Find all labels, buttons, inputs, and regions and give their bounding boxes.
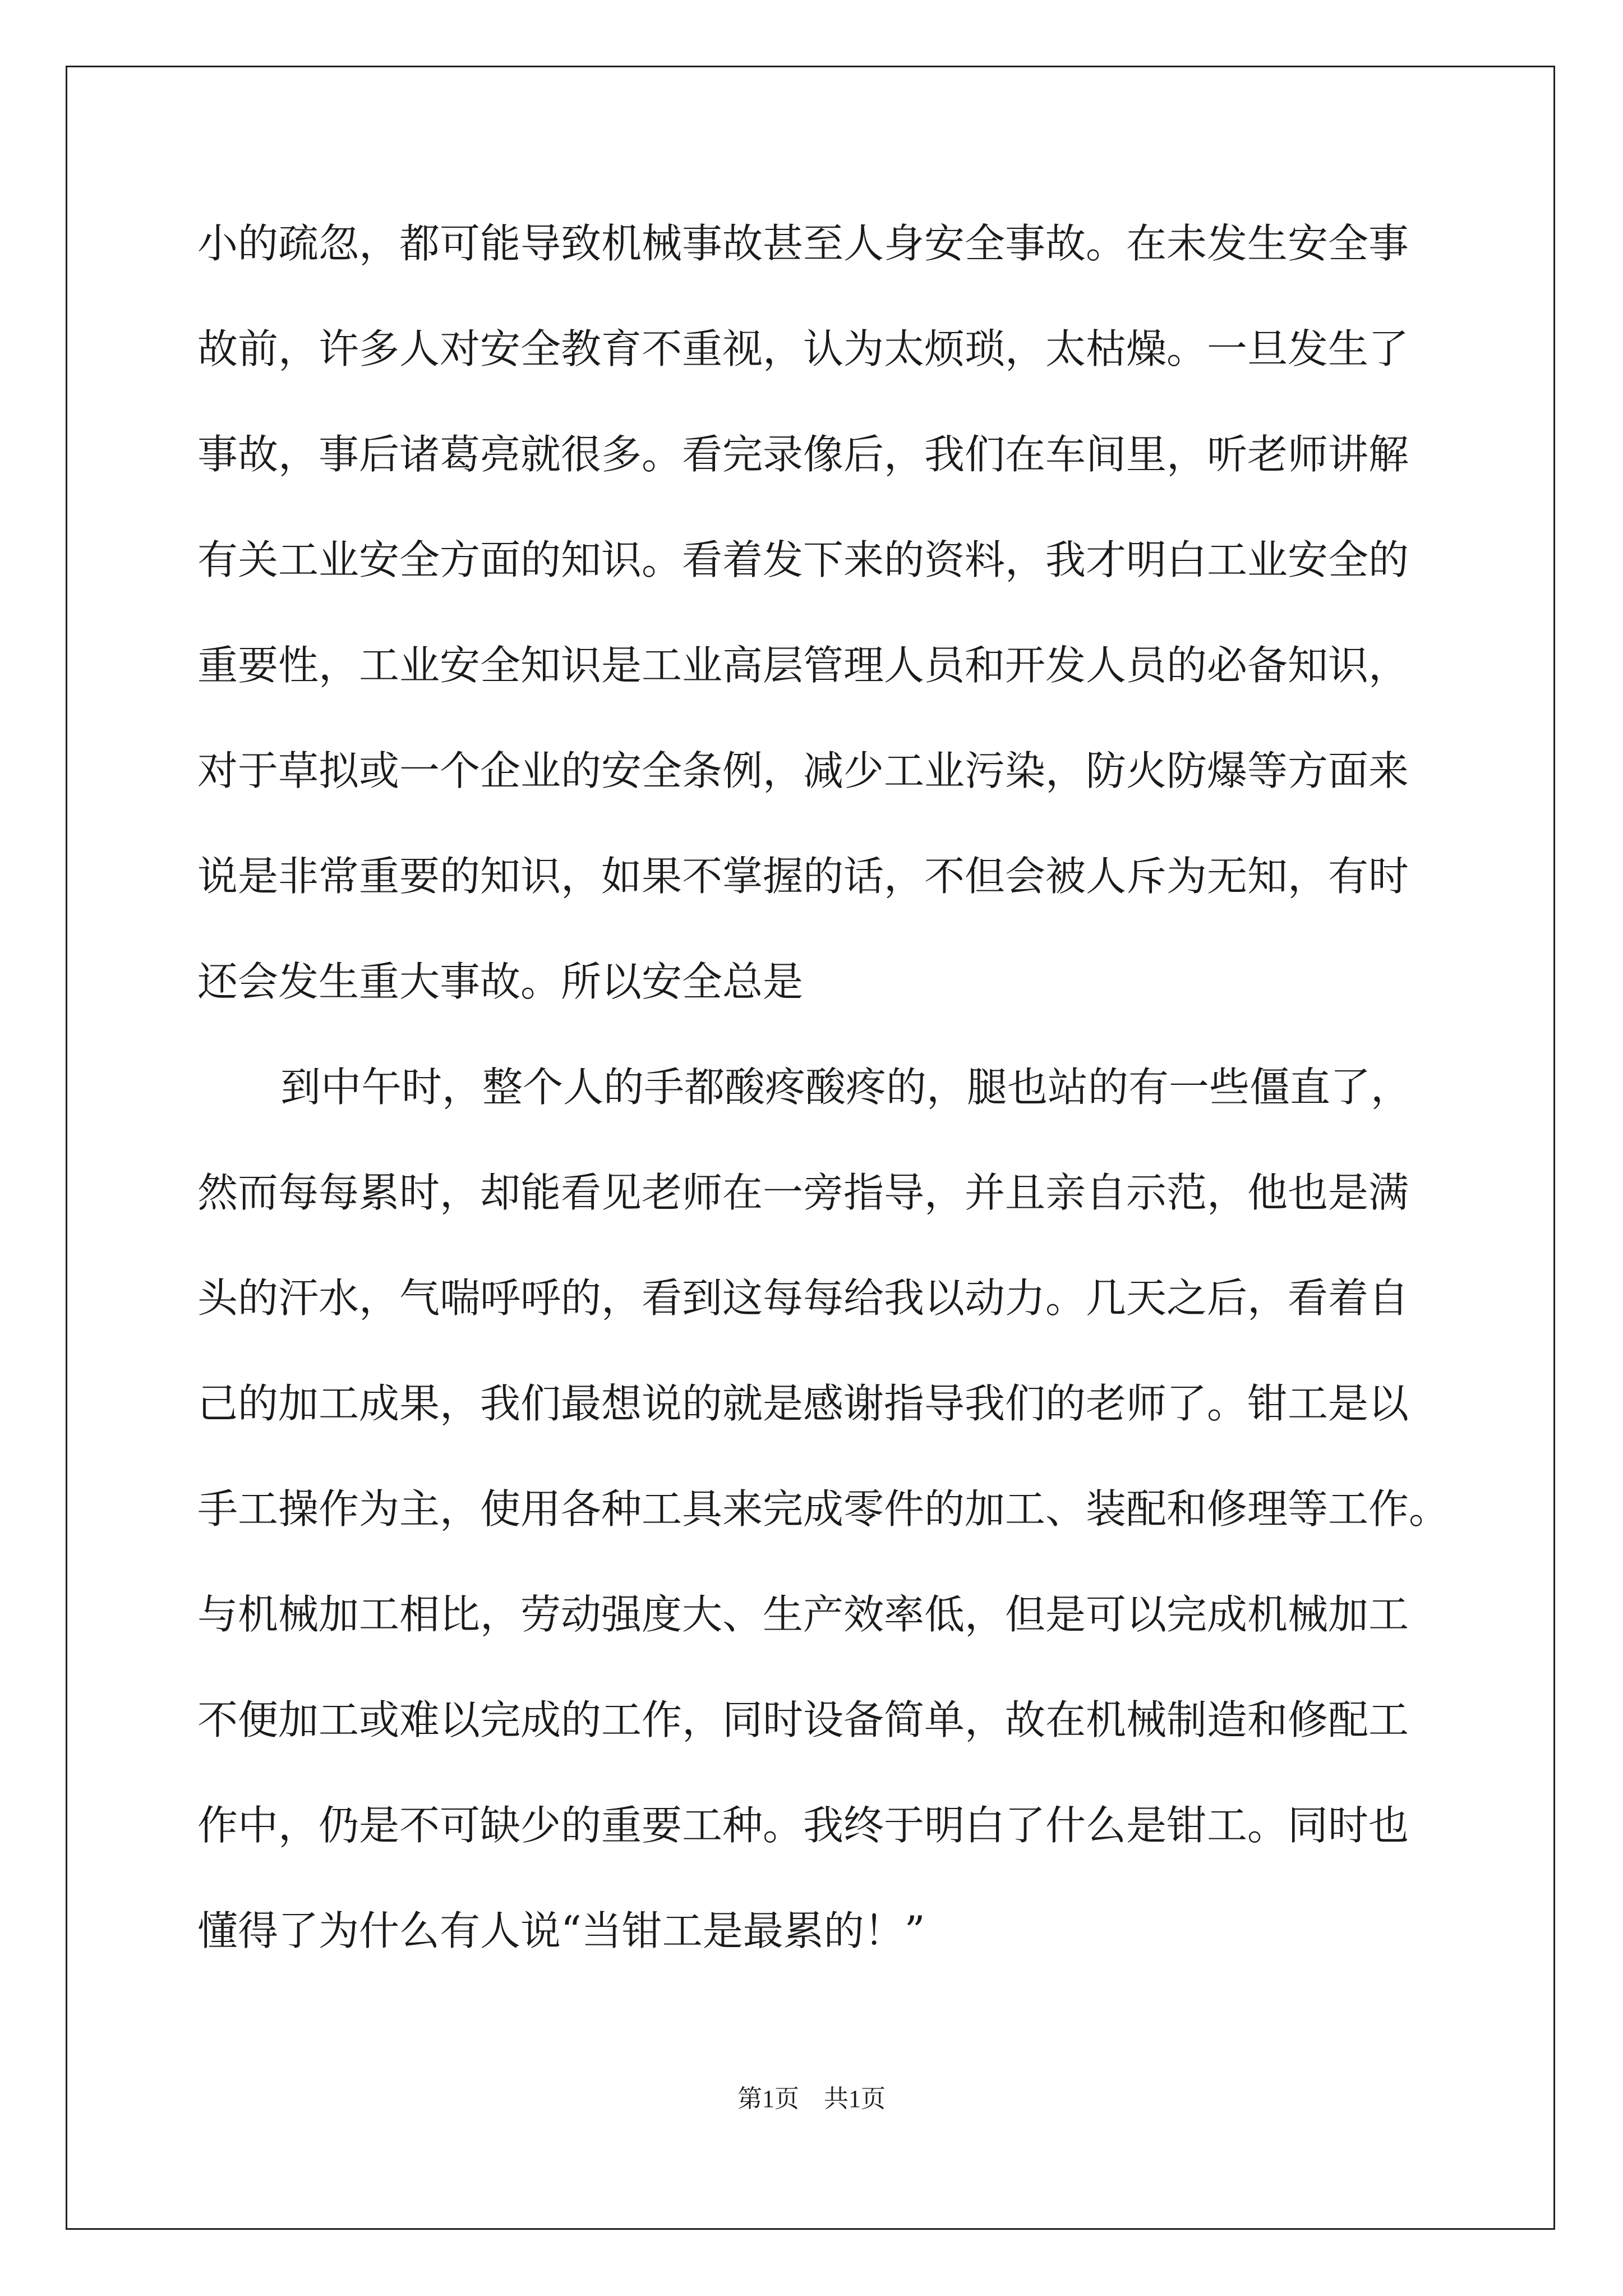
text-line: 作中，仍是不可缺少的重要工种。我终于明白了什么是钳工。同时也	[197, 1802, 1409, 1849]
text-line: 不便加工或难以完成的工作，同时设备简单，故在机械制造和修配工	[197, 1696, 1409, 1743]
text-line: 手工操作为主，使用各种工具来完成零件的加工、装配和修理等工作。	[197, 1485, 1450, 1533]
text-line: 故前，许多人对安全教育不重视，认为太烦琐，太枯燥。一旦发生了	[197, 325, 1409, 372]
text-line: 重要性，工业安全知识是工业高层管理人员和开发人员的必备知识，	[197, 642, 1409, 689]
text-line: 说是非常重要的知识，如果不掌握的话，不但会被人斥为无知，有时	[197, 853, 1409, 900]
text-line: 事故，事后诸葛亮就很多。看完录像后，我们在车间里，听老师讲解	[197, 431, 1409, 478]
text-line: 然而每每累时，却能看见老师在一旁指导，并且亲自示范，他也是满	[197, 1169, 1409, 1216]
text-line: 己的加工成果，我们最想说的就是感谢指导我们的老师了。钳工是以	[197, 1380, 1409, 1427]
text-line: 有关工业安全方面的知识。看着发下来的资料，我才明白工业安全的	[197, 536, 1409, 583]
page-footer: 第1页 共1页	[737, 2085, 886, 2113]
document-body	[197, 191, 1476, 1984]
text-line: 头的汗水，气喘呼呼的，看到这每每给我以动力。几天之后，看着自	[197, 1274, 1409, 1322]
text-line-indented: 到中午时，整个人的手都酸疼酸疼的，腿也站的有一些僵直了，	[280, 1064, 1412, 1111]
text-line: 懂得了为什么有人说“当钳工是最累的！”	[197, 1907, 925, 1954]
text-line: 对于草拟或一个企业的安全条例，减少工业污染，防火防爆等方面来	[197, 747, 1409, 794]
text-line: 小的疏忽，都可能导致机械事故甚至人身安全事故。在未发生安全事	[197, 220, 1409, 267]
text-line: 还会发生重大事故。所以安全总是	[197, 958, 804, 1005]
text-line: 与机械加工相比，劳动强度大、生产效率低，但是可以完成机械加工	[197, 1591, 1409, 1638]
